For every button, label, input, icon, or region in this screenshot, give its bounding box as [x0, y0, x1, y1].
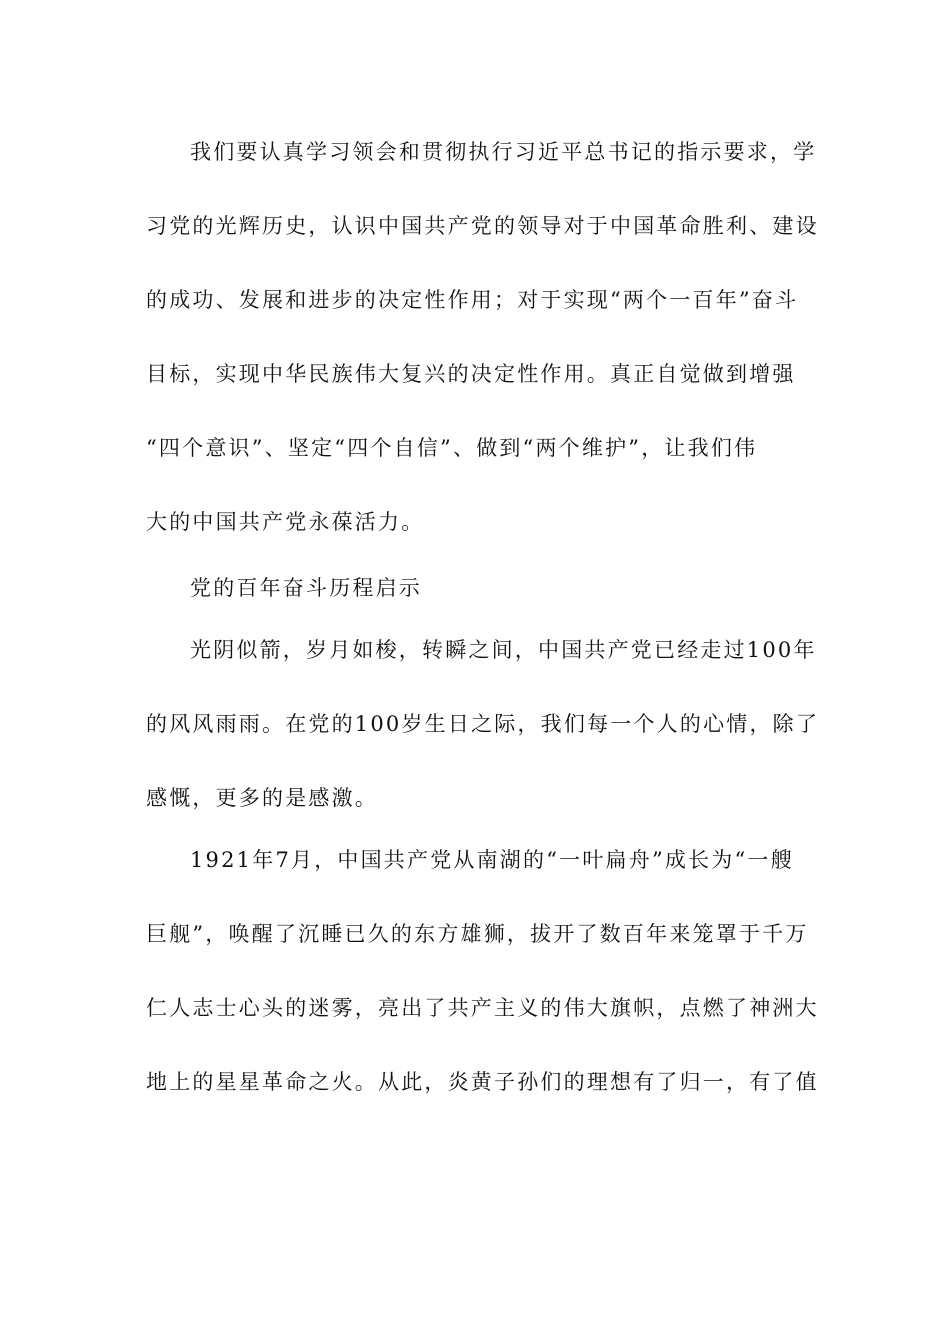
paragraph-1-line-4: 目标，实现中华民族伟大复兴的决定性作用。真正自觉做到增强	[146, 362, 796, 386]
paragraph-3-line-2: 巨舰”，唤醒了沉睡已久的东方雄狮，拔开了数百年来笼罩于千万	[146, 922, 809, 946]
paragraph-3-line-4: 地上的星星革命之火。从此，炎黄子孙们的理想有了归一，有了值	[146, 1070, 819, 1094]
paragraph-3-line-1: 1921年7月，中国共产党从南湖的“一叶扁舟”成长为“一艘	[190, 848, 794, 872]
paragraph-1-line-3: 的成功、发展和进步的决定性作用；对于实现“两个一百年”奋斗	[146, 288, 799, 312]
paragraph-3-line-3: 仁人志士心头的迷雾，亮出了共产主义的伟大旗帜，点燃了神洲大	[146, 996, 819, 1020]
paragraph-2-line-1: 光阴似箭，岁月如梭，转瞬之间，中国共产党已经走过100年	[190, 638, 817, 662]
paragraph-2-line-2: 的风风雨雨。在党的100岁生日之际，我们每一个人的心情，除了	[146, 712, 820, 736]
paragraph-1-line-2: 习党的光辉历史，认识中国共产党的领导对于中国革命胜利、建设	[146, 214, 819, 238]
paragraph-1-line-5: “四个意识”、坚定“四个自信”、做到“两个维护”，让我们伟	[146, 436, 758, 460]
paragraph-2-line-3: 感慨，更多的是感激。	[146, 786, 378, 810]
section-heading: 党的百年奋斗历程启示	[190, 576, 422, 600]
paragraph-1-line-1: 我们要认真学习领会和贯彻执行习近平总书记的指示要求，学	[190, 140, 817, 164]
paragraph-1-line-6: 大的中国共产党永葆活力。	[146, 510, 425, 534]
